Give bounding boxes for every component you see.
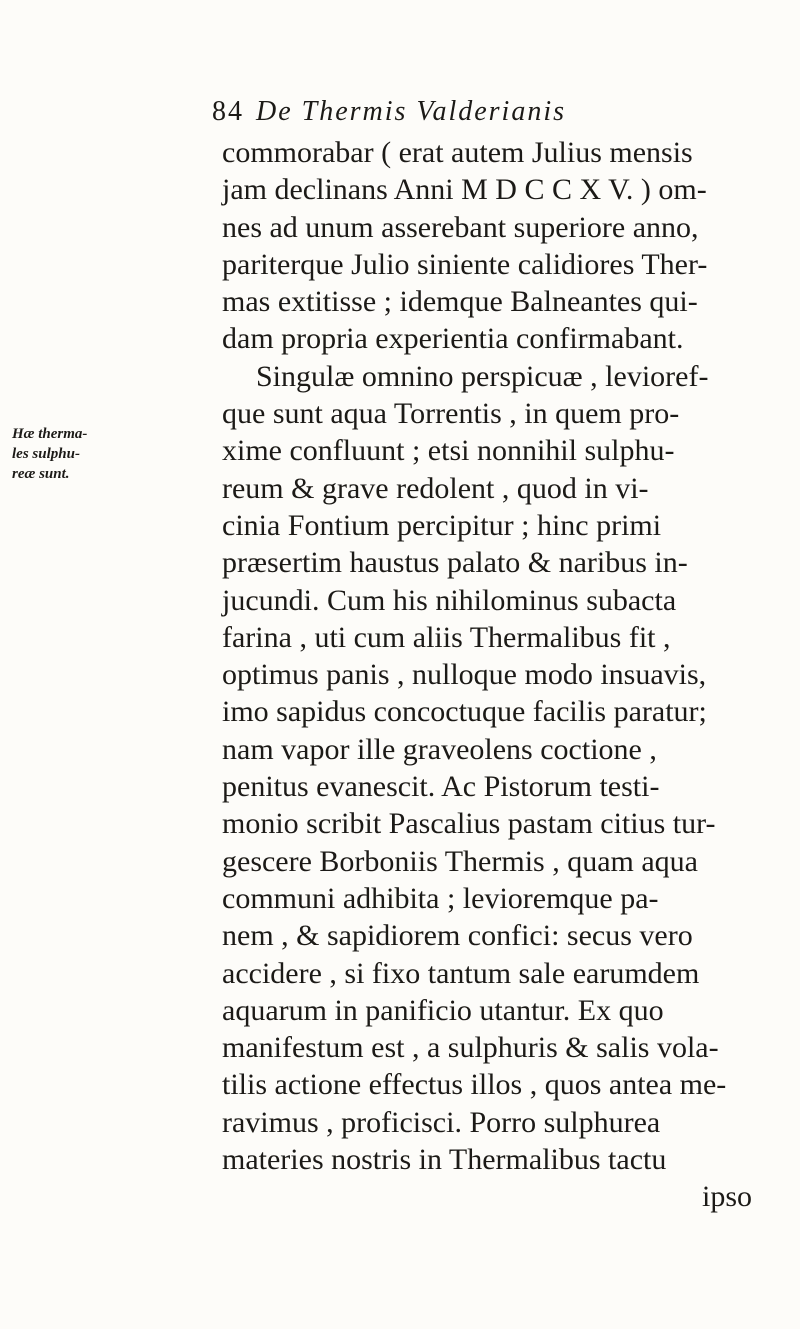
- text-line: xime confluunt ; etsi nonnihil sulphu-: [222, 434, 675, 468]
- text-line: penitus evanescit. Ac Pistorum testi-: [222, 770, 660, 804]
- text-line: ravimus , proficisci. Porro sulphurea: [222, 1105, 661, 1139]
- running-header: [212, 96, 772, 128]
- text-line: mas extitisse ; idemque Balneantes qui-: [222, 285, 698, 319]
- text-line: communi adhibita ; levioremque pa-: [222, 881, 659, 915]
- text-line: aquarum in panificio utantur. Ex quo: [222, 993, 664, 1027]
- text-line: præsertim haustus palato & naribus in-: [222, 546, 688, 580]
- text-line: dam propria experientia confirmabant.: [222, 322, 684, 356]
- text-line: cinia Fontium percipitur ; hinc primi: [222, 508, 662, 542]
- text-line: reum & grave redolent , quod in vi-: [222, 471, 649, 505]
- margin-note-line: reæ sunt.: [12, 466, 70, 482]
- page-number: 84: [212, 96, 244, 127]
- margin-note: [12, 424, 130, 484]
- text-line: Singulæ omnino perspicuæ , levioref-: [256, 359, 709, 393]
- text-line: accidere , si fixo tantum sale earumdem: [222, 956, 700, 990]
- text-line: farina , uti cum aliis Thermalibus fit ,: [222, 620, 671, 654]
- margin-note-line: les sulphu-: [12, 446, 80, 462]
- text-line: tilis actione effectus illos , quos antea me-: [222, 1068, 727, 1102]
- text-line: nam vapor ille graveolens coctione ,: [222, 732, 657, 766]
- catchword: ipso: [702, 1180, 753, 1214]
- text-line: jucundi. Cum his nihilominus subacta: [222, 583, 677, 617]
- text-line: monio scribit Pascalius pastam citius tur-: [222, 807, 716, 841]
- text-line: commorabar ( erat autem Julius mensis: [222, 136, 693, 169]
- margin-note-line: Hæ therma-: [12, 426, 88, 442]
- text-line: gescere Borboniis Thermis , quam aqua: [222, 844, 698, 878]
- text-line: imo sapidus concoctuque facilis paratur;: [222, 695, 707, 729]
- text-line: que sunt aqua Torrentis , in quem pro-: [222, 397, 680, 431]
- text-line: materies nostris in Thermalibus tactu: [222, 1143, 667, 1177]
- text-line: manifestum est , a sulphuris & salis vola-: [222, 1031, 719, 1065]
- text-line: nem , & sapidiorem confici: secus vero: [222, 919, 693, 953]
- text-line: pariterque Julio siniente calidiores Ther-: [222, 247, 708, 281]
- running-title: De Thermis Valderianis: [256, 96, 566, 127]
- text-line: nes ad unum asserebant superiore anno,: [222, 210, 699, 244]
- text-line: optimus panis , nulloque modo insuavis,: [222, 658, 707, 692]
- text-line: jam declinans Anni M D C C X V. ) om-: [222, 173, 707, 207]
- body-text: [222, 134, 782, 1216]
